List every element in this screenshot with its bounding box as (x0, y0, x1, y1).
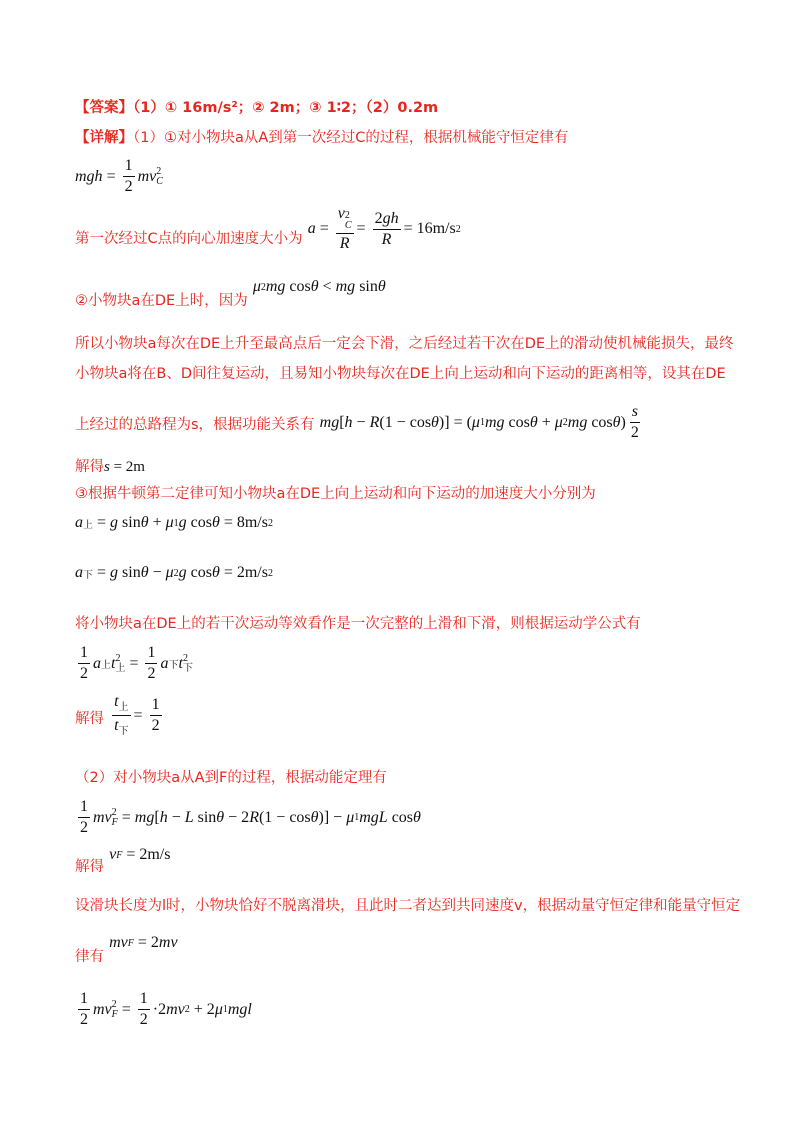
answer-text: （1）① 16m/s²；② 2m；③ 1∶2；（2）0.2m (133, 100, 439, 116)
detail-line-6: 上经过的总路程为s，根据功能关系有 mg [ h − R (1 − cos θ )] = ( μ 1 mg cos θ + μ 2 mg cos θ ) $\frac{s}{2}$ (75, 403, 639, 441)
equation-a-down: a 下 = g sin θ − μ 2 g cos θ = 2m/s 2 (75, 564, 273, 581)
detail-line-4: 所以小物块a每次在DE上升至最高点后一定会下滑，之后经过若干次在DE上的滑动使机械能损失，最终 (75, 336, 734, 352)
answer-label: 【答案】 (75, 100, 133, 116)
answer-line (75, 98, 438, 118)
detail-line-12: 解得 v F = 2m/s (75, 846, 171, 875)
equation-kinematics: $\frac{1}{2}$ a 上 t 2 上 = $\frac{1}{2}$ a 下 t 2 下 (80, 644, 193, 682)
equation-energy-conservation: mgh = $\frac{1}{2}$ mv 2 C (75, 157, 163, 195)
detail-text-2: 第一次经过C点的向心加速度大小为 (75, 231, 303, 247)
detail-line-7: 解得 s = 2m (75, 459, 145, 475)
detail-text-6: 上经过的总路程为s，根据功能关系有 (75, 417, 315, 433)
equation-work-energy: $\frac{1}{2}$ mv 2 F = mg [ h − L sin θ − 2 R (1 − cos θ )] − μ 1 mgL cos θ (80, 798, 421, 836)
detail-text-7: 解得 (75, 459, 104, 475)
detail-line-14: 律有 mv F = 2 mv (75, 934, 178, 965)
detail-line-3: ②小物块a在DE上时，因为 μ 2 mg cos θ < mg sin θ (75, 278, 386, 309)
detail-line-9: 将小物块a在DE上的若干次运动等效看作是一次完整的上滑和下滑，则根据运动学公式有 (75, 616, 641, 632)
detail-text-14: 律有 (75, 949, 104, 965)
detail-line-2: 第一次经过C点的向心加速度大小为 a = v 2 C R = $\frac{2gh}{R}$ = 16m/s 2 (75, 205, 461, 252)
detail-text-12: 解得 (75, 859, 104, 875)
equation-a-up: a 上 = g sin θ + μ 1 g cos θ = 8m/s 2 (75, 514, 273, 531)
detail-text-3: ②小物块a在DE上时，因为 (75, 293, 248, 309)
detail-label: 【详解】 (75, 130, 133, 146)
detail-line-10: 解得 $\frac{t_上}{t_下}$ = $\frac{1}{2}$ (75, 693, 160, 737)
detail-line-8: ③根据牛顿第二定律可知小物块a在DE上向上运动和向下运动的加速度大小分别为 (75, 486, 596, 502)
detail-text-1: （1）①对小物块a从A到第一次经过C的过程，根据机械能守恒定律有 (133, 130, 569, 146)
detail-text-10: 解得 (75, 711, 104, 727)
detail-line-11: （2）对小物块a从A到F的过程，根据动能定理有 (75, 770, 387, 786)
equation-energy: $\frac{1}{2}$ mv 2 F = $\frac{1}{2}$ ·2 mv 2 + 2 μ 1 mgl (80, 990, 252, 1028)
detail-line-1 (75, 128, 568, 148)
detail-line-13: 设滑块长度为l时，小物块恰好不脱离滑块，且此时二者达到共同速度v，根据动量守恒定律和能量守恒定 (75, 898, 741, 914)
detail-line-5: 小物块a将在B、D间往复运动，且易知小物块每次在DE上向上运动和向下运动的距离相等，设其在DE (75, 366, 726, 382)
